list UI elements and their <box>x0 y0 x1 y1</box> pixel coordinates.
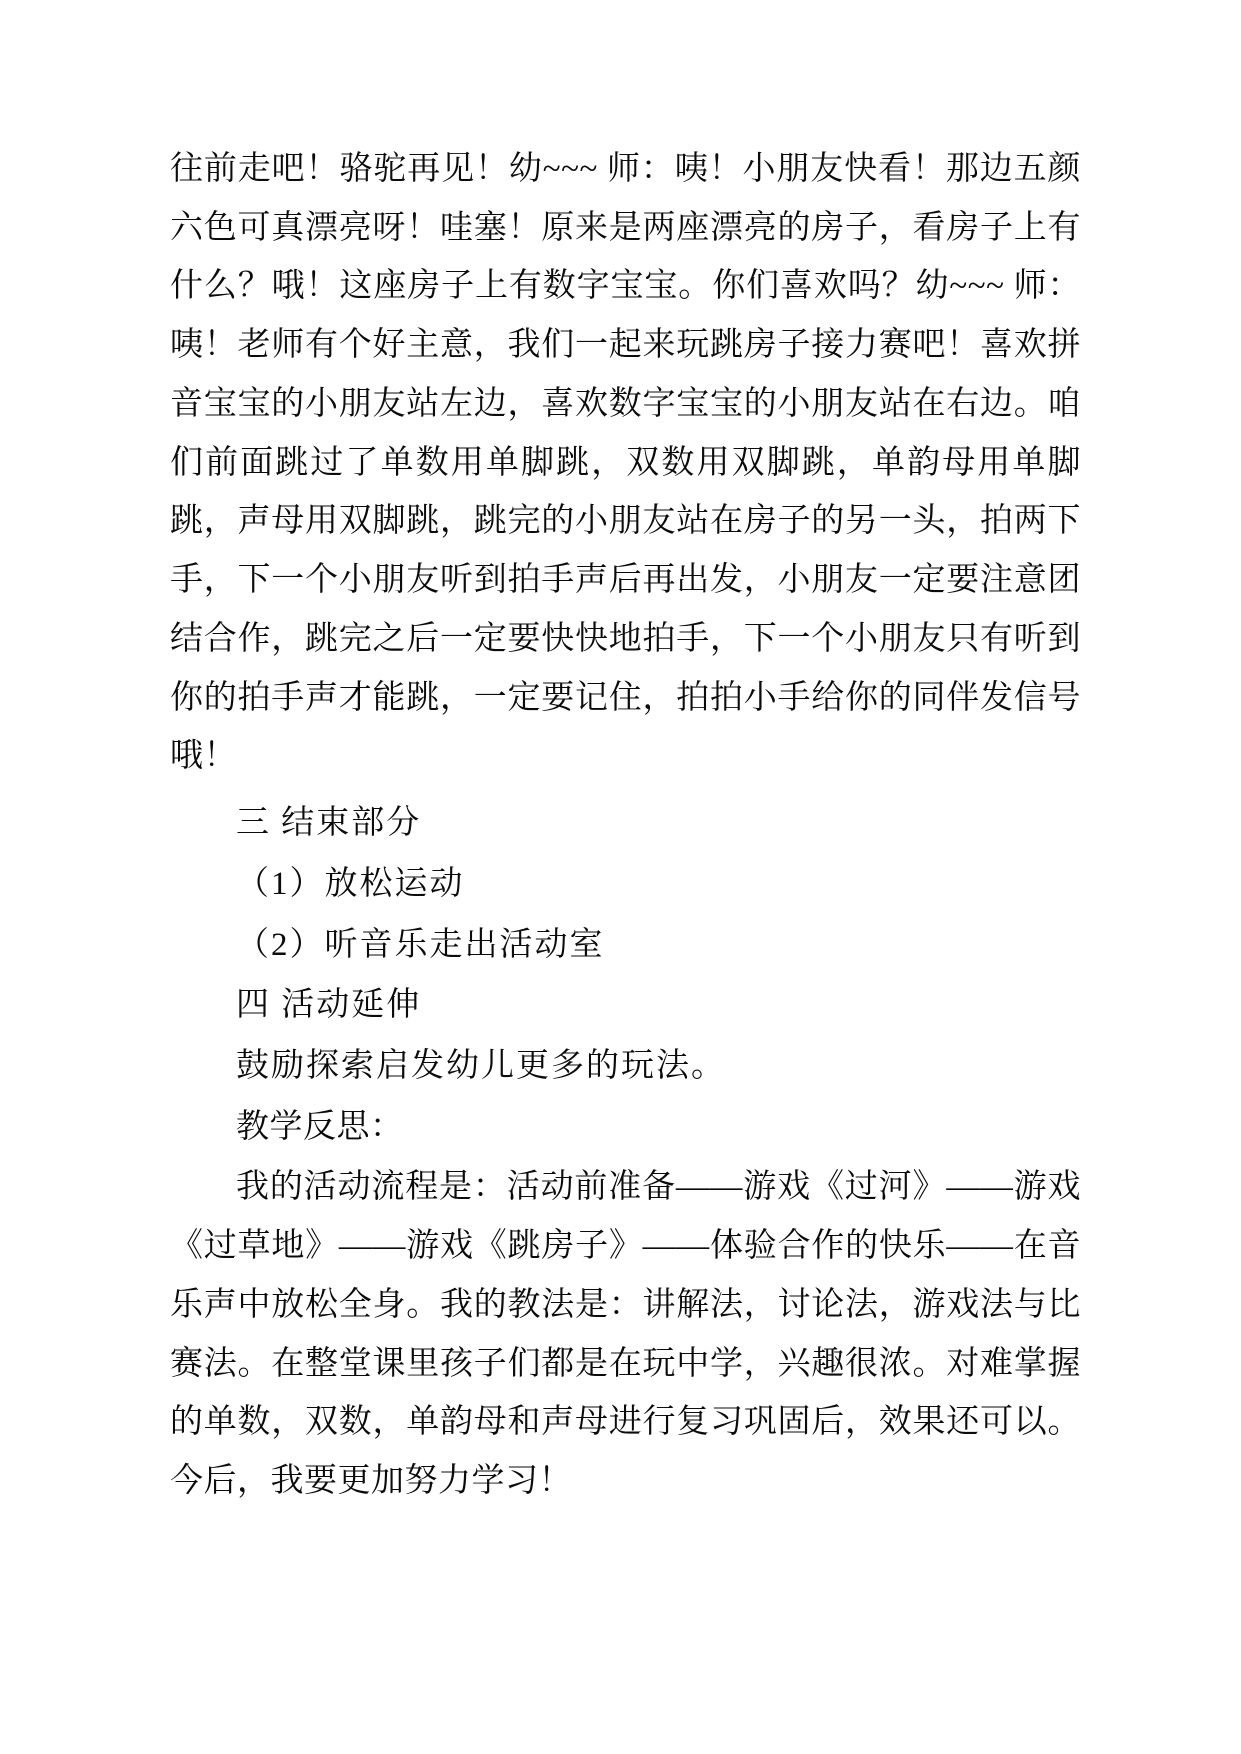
list-item-relaxation: （1）放松运动 <box>236 865 465 902</box>
heading-teaching-reflection: 教学反思： <box>236 1108 404 1145</box>
heading-section-four: 四 活动延伸 <box>236 987 422 1024</box>
heading-section-three: 三 结束部分 <box>236 805 422 842</box>
paragraph-extension: 鼓励探索启发幼儿更多的玩法。 <box>236 1048 726 1085</box>
document-body <box>170 140 1081 1511</box>
paragraph-reflection-body: 我的活动流程是：活动前准备——游戏《过河》——游戏《过草地》——游戏《跳房子》——体验合作的快乐——在音乐声中放松全身。我的教法是：讲解法，讨论法，游戏法与比赛法。在整堂课里孩子们都是在玩中学，兴趣很浓。对难掌握的单数，双数，单韵母和声母进行复习巩固后，效果还可以。今后，我要更加努力学习！ <box>170 1169 1081 1500</box>
list-item-music-exit: （2）听音乐走出活动室 <box>236 926 605 963</box>
paragraph-narrative: 往前走吧！骆驼再见！幼~~~ 师：咦！小朋友快看！那边五颜六色可真漂亮呀！哇塞！原来是两座漂亮的房子，看房子上有什么？哦！这座房子上有数字宝宝。你们喜欢吗？幼~~~ 师：咦！老师有个好主意，我们一起来玩跳房子接力赛吧！喜欢拼音宝宝的小朋友站左边，喜欢数字宝宝的小朋友站在右边。咱们前面跳过了单数用单脚跳，双数用双脚跳，单韵母用单脚跳，声母用双脚跳，跳完的小朋友站在房子的另一头，拍两下手，下一个小朋友听到拍手声后再出发，小朋友一定要注意团结合作，跳完之后一定要快快地拍手，下一个小朋友只有听到你的拍手声才能跳，一定要记住，拍拍小手给你的同伴发信号哦！ <box>170 151 1081 775</box>
